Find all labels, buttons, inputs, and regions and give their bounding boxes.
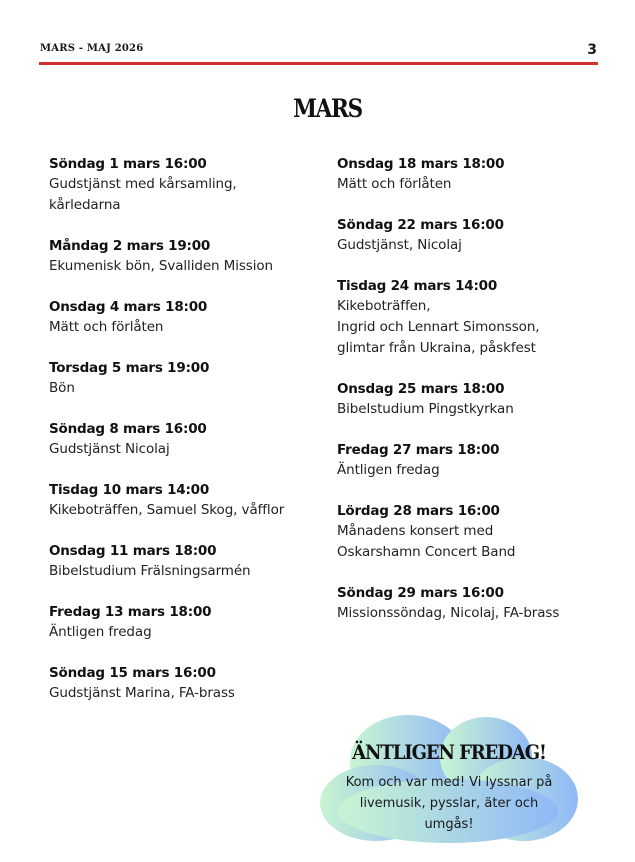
header-rule <box>39 62 598 65</box>
event-date: Söndag 8 mars 16:00 <box>49 421 207 437</box>
event-item <box>337 215 597 256</box>
event-date: Lördag 28 mars 16:00 <box>337 503 500 519</box>
event-description: Kikeboträffen, Samuel Skog, våfflor <box>49 502 285 518</box>
event-date: Onsdag 25 mars 18:00 <box>337 381 505 397</box>
event-description: Mätt och förlåten <box>49 319 164 335</box>
event-description: Mätt och förlåten <box>337 176 452 192</box>
event-description: Gudstjänst med kårsamling, kårledarna <box>49 176 237 213</box>
event-description: Missionssöndag, Nicolaj, FA-brass <box>337 605 560 621</box>
event-description: Äntligen fredag <box>337 462 440 478</box>
events-column-left <box>49 154 319 724</box>
event-item <box>49 663 319 704</box>
event-description: Månadens konsert med Oskarshamn Concert Band <box>337 523 516 560</box>
event-date: Söndag 1 mars 16:00 <box>49 156 207 172</box>
event-item <box>337 379 597 420</box>
event-description: Bibelstudium Frälsningsarmén <box>49 563 251 579</box>
event-description: Gudstjänst Marina, FA-brass <box>49 685 235 701</box>
events-column-right <box>337 154 597 644</box>
page-number: 3 <box>587 42 597 58</box>
event-item <box>337 276 597 359</box>
event-item <box>49 297 319 338</box>
event-date: Tisdag 24 mars 14:00 <box>337 278 498 294</box>
promo-text: Kom och var med! Vi lyssnar på livemusik, pysslar, äter och umgås! <box>345 775 553 832</box>
promo-title: ÄNTLIGEN FREDAG! <box>352 740 546 764</box>
event-description: Ekumenisk bön, Svalliden Mission <box>49 258 273 274</box>
month-heading: MARS <box>293 94 362 123</box>
event-description: Bön <box>49 380 75 396</box>
event-date: Måndag 2 mars 19:00 <box>49 238 211 254</box>
event-date: Fredag 13 mars 18:00 <box>49 604 212 620</box>
event-description: Gudstjänst, Nicolaj <box>337 237 462 253</box>
event-date: Söndag 29 mars 16:00 <box>337 585 504 601</box>
event-item <box>49 602 319 643</box>
event-description: Äntligen fredag <box>49 624 152 640</box>
running-header-title: MARS - MAJ 2026 <box>40 43 144 54</box>
event-item <box>49 154 319 216</box>
event-item <box>337 583 597 624</box>
event-item <box>49 480 319 521</box>
event-item <box>337 501 597 563</box>
event-description: Kikeboträffen, Ingrid och Lennart Simonsson, glimtar från Ukraina, påskfest <box>337 298 540 356</box>
event-date: Onsdag 4 mars 18:00 <box>49 299 208 315</box>
event-item <box>49 419 319 460</box>
promo-cloud <box>318 713 580 843</box>
event-item <box>49 541 319 582</box>
event-date: Fredag 27 mars 18:00 <box>337 442 500 458</box>
event-item <box>337 154 597 195</box>
event-item <box>337 440 597 481</box>
event-date: Tisdag 10 mars 14:00 <box>49 482 210 498</box>
event-date: Onsdag 18 mars 18:00 <box>337 156 505 172</box>
event-item <box>49 358 319 399</box>
event-description: Bibelstudium Pingstkyrkan <box>337 401 514 417</box>
event-date: Onsdag 11 mars 18:00 <box>49 543 217 559</box>
event-item <box>49 236 319 277</box>
event-description: Gudstjänst Nicolaj <box>49 441 170 457</box>
event-date: Torsdag 5 mars 19:00 <box>49 360 210 376</box>
event-date: Söndag 15 mars 16:00 <box>49 665 216 681</box>
event-date: Söndag 22 mars 16:00 <box>337 217 504 233</box>
